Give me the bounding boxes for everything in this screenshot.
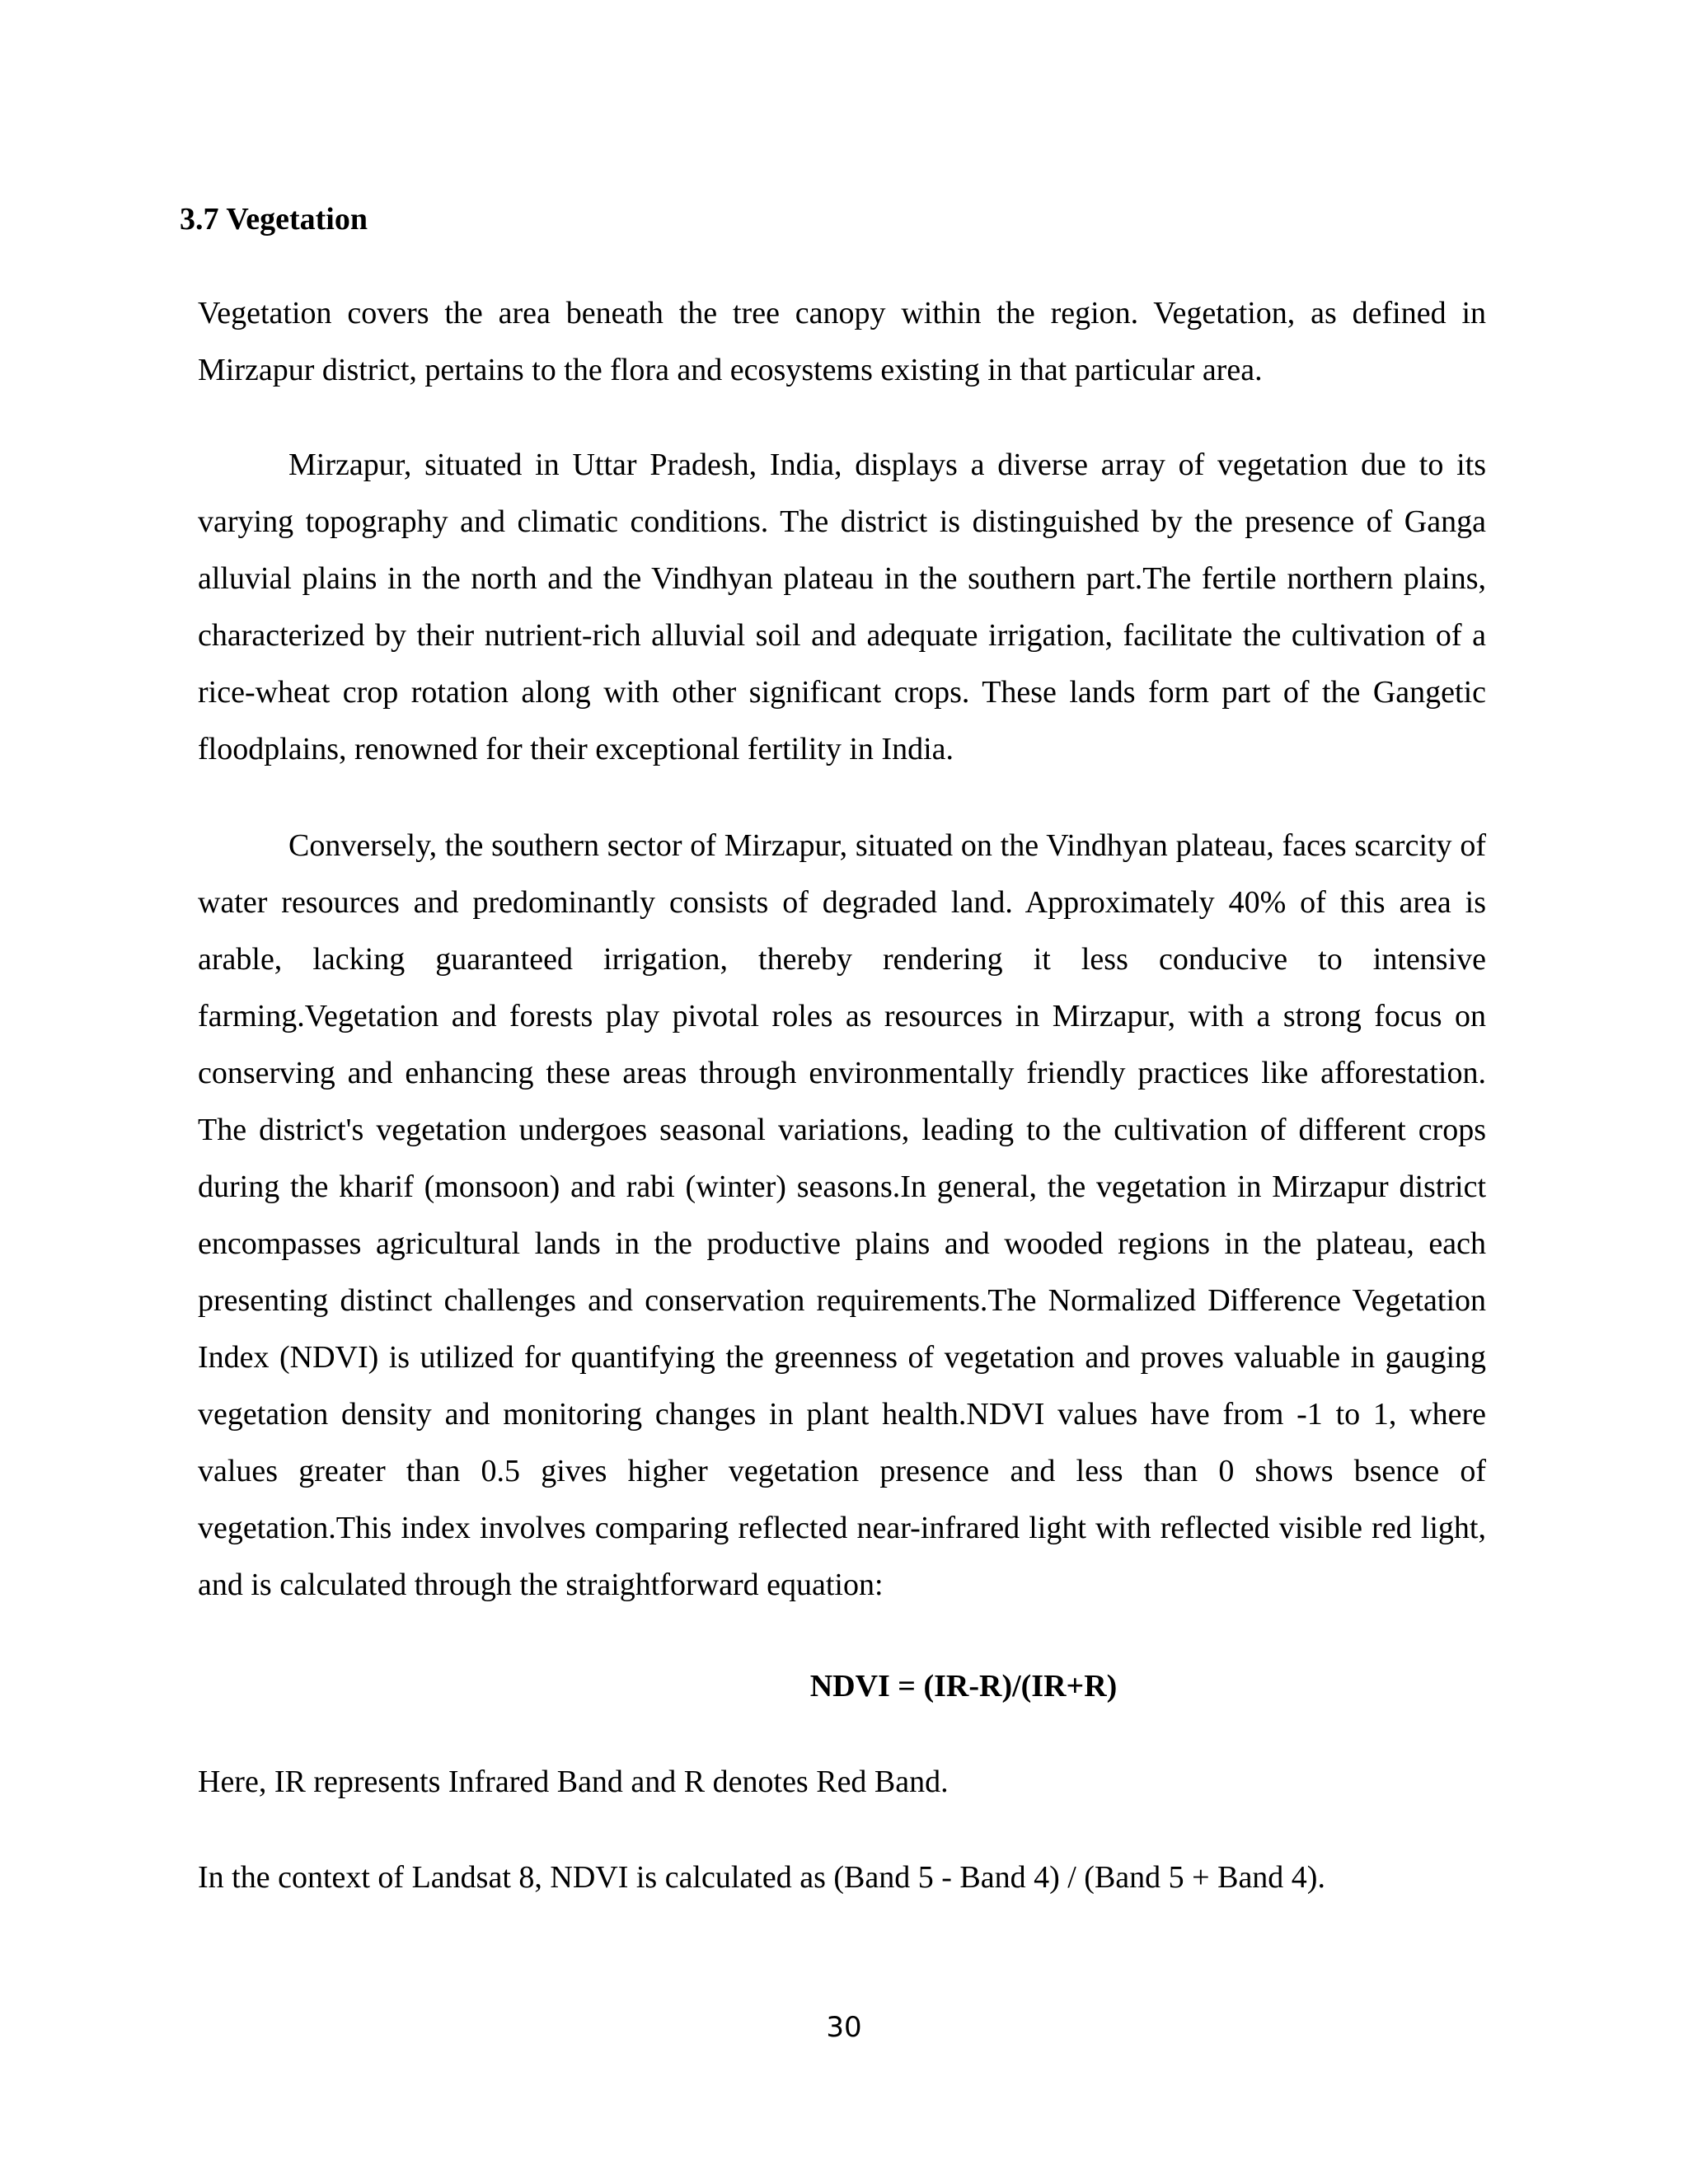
southern-plateau-paragraph: Conversely, the southern sector of Mirzapur, situated on the Vindhyan plateau, faces scarcity of water resources and predominantly consists of degraded land. Approximately 40% of this area is arable, lacking guaranteed irrigation, thereby rendering it less conducive to intensive farming.Vegetation and forests play pivotal roles as resources in Mirzapur, with a strong focus on conserving and enhancing these areas through environmentally friendly practices like afforestation. The district's vegetation undergoes seasonal variations, leading to the cultivation of different crops during the kharif (monsoon) and rabi (winter) seasons.In general, the vegetation in Mirzapur district encompasses agricultural lands in the productive plains and wooded regions in the plateau, each presenting distinct challenges and conservation requirements.The Normalized Difference Vegetation Index (NDVI) is utilized for quantifying the greenness of vegetation and proves valuable in gauging vegetation density and monitoring changes in plant health.NDVI values have from -1 to 1, where values greater than 0.5 gives higher vegetation presence and less than 0 shows bsence of vegetation.This index involves comparing reflected near-infrared light with reflected visible red light, and is calculated through the straightforward equation:	[198, 828, 1486, 1602]
intro-paragraph: Vegetation covers the area beneath the tree canopy within the region. Vegetation, as defined in Mirzapur district, pertains to the flora and ecosystems existing in that particular area.	[198, 296, 1486, 387]
section-heading: 3.7 Vegetation	[180, 202, 368, 237]
band-definition-note: Here, IR represents Infrared Band and R denotes Red Band.	[198, 1765, 949, 1799]
page-number: 30	[826, 2011, 862, 2044]
ndvi-equation: NDVI = (IR-R)/(IR+R)	[809, 1669, 1118, 1704]
north-plains-paragraph: Mirzapur, situated in Uttar Pradesh, India, displays a diverse array of vegetation due to its varying topography and climatic conditions. The district is distinguished by the presence of Ganga alluvial plains in the north and the Vindhyan plateau in the southern part.The fertile northern plains, characterized by their nutrient-rich alluvial soil and adequate irrigation, facilitate the cultivation of a rice-wheat crop rotation along with other significant crops. These lands form part of the Gangetic floodplains, renowned for their exceptional fertility in India.	[198, 448, 1486, 766]
landsat-note: In the context of Landsat 8, NDVI is calculated as (Band 5 - Band 4) / (Band 5 + Band 4).	[198, 1860, 1325, 1895]
